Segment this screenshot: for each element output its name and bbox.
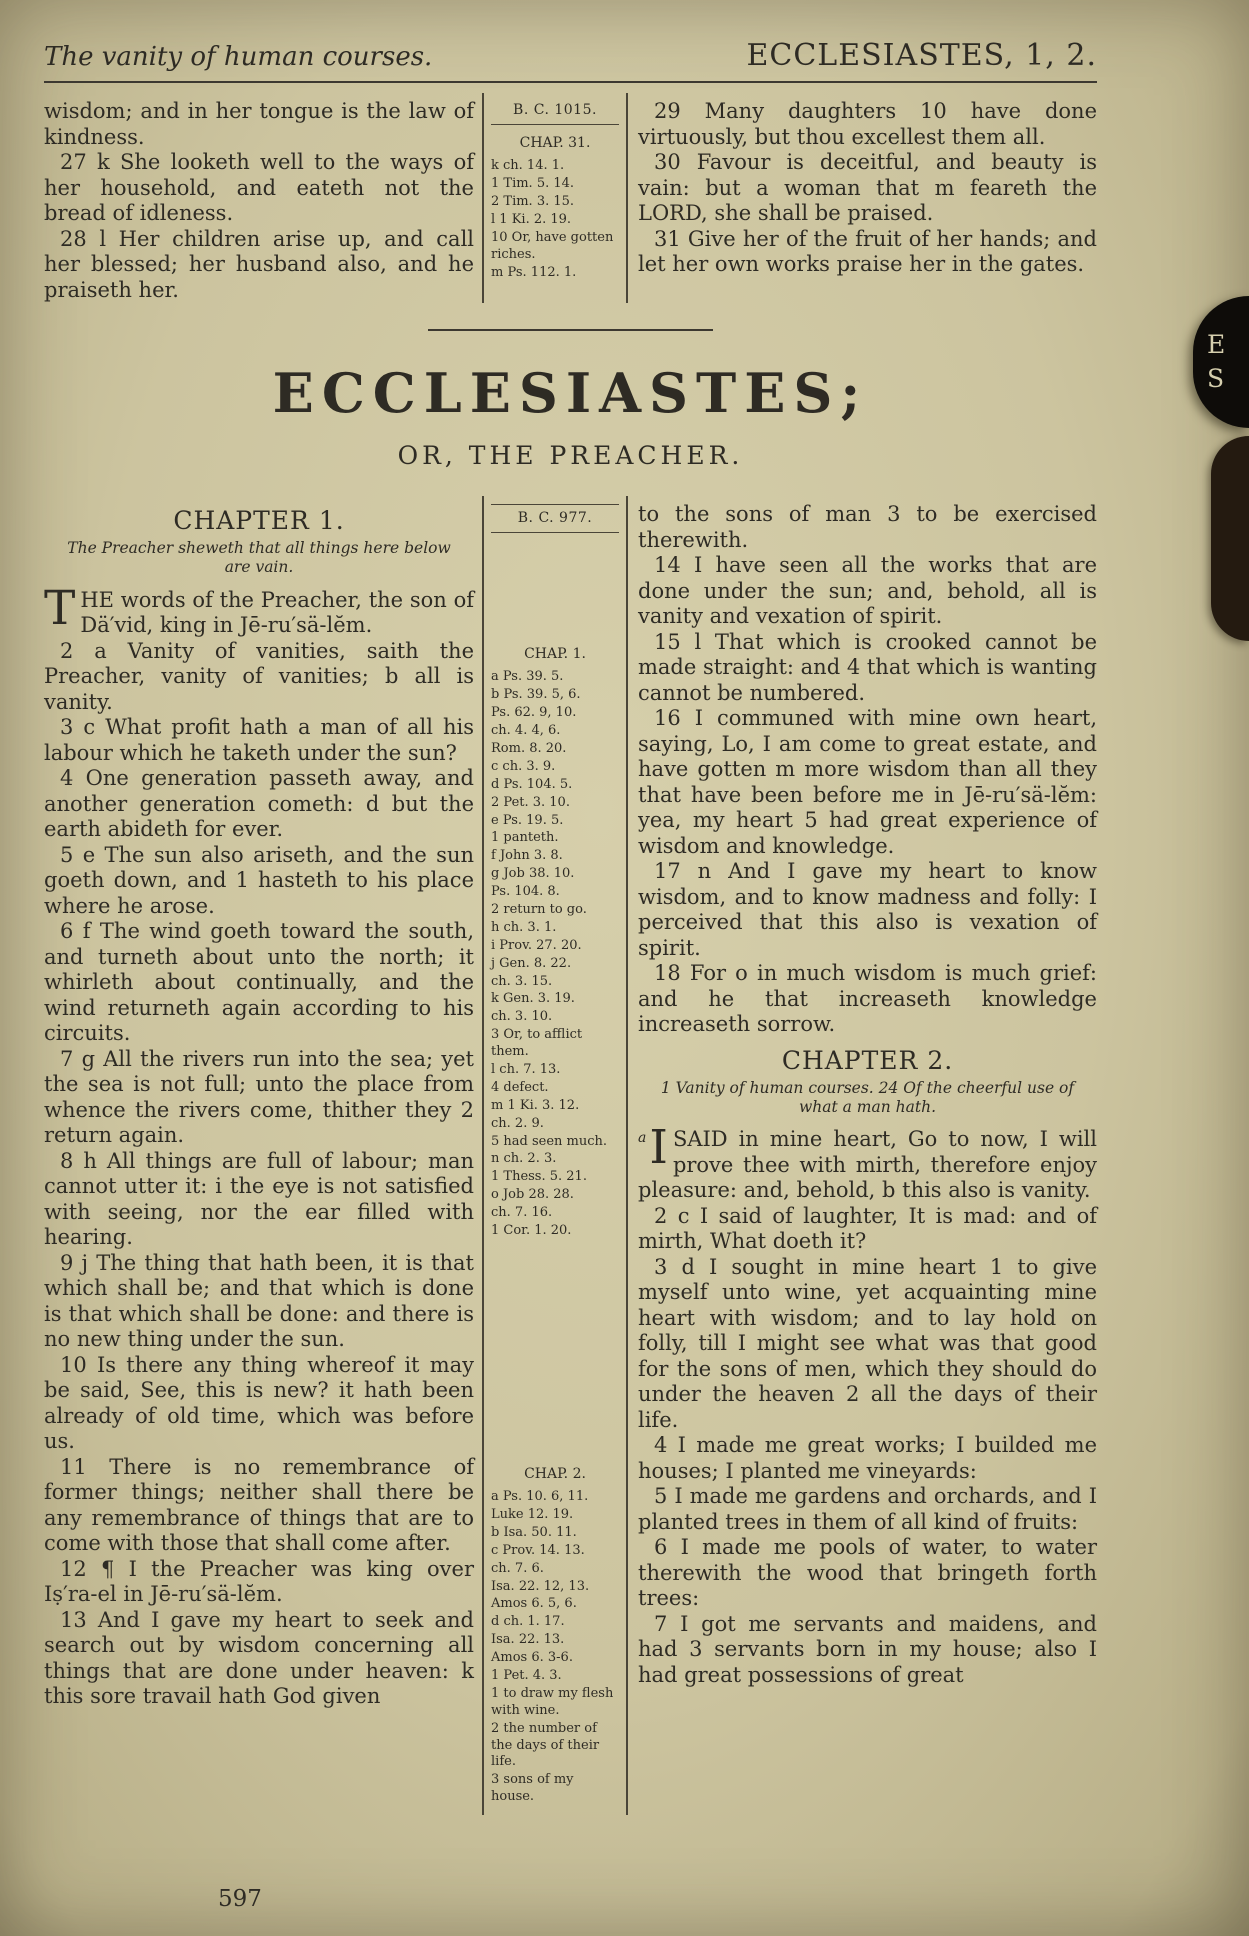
reference-entry: 10 Or, have gotten riches. — [491, 229, 614, 262]
verse: 5 e The sun also ariseth, and the sun goeth down, and 1 hasteth to his place where he arose. — [44, 842, 474, 918]
reference-entry: b Ps. 39. 5, 6. — [491, 687, 581, 703]
verse-list — [44, 150, 474, 303]
verse: 18 For o in much wisdom is much grief: and he that increaseth knowledge increaseth sorrow. — [638, 961, 1097, 1036]
chapter-2-ref-label: CHAP. 2. — [524, 1465, 586, 1482]
reference-entry: 2 Tim. 3. 15. — [491, 194, 575, 210]
chapter-1-ref-label: CHAP. 1. — [524, 646, 586, 663]
reference-entry: ch. 3. 15. — [491, 973, 553, 989]
verse-list — [638, 553, 1097, 1038]
verse: 29 Many daughters 10 have done virtuously, but thou excellest them all. — [638, 99, 1097, 149]
dropcap-initial: T — [44, 580, 76, 636]
chapter-2-heading: CHAPTER 2. — [781, 1045, 954, 1075]
reference-entry: 4 defect. — [491, 1079, 549, 1095]
verse: 12 ¶ I the Preacher was king over Iṣ′ra-el in Jē-ru′sä-lĕm. — [44, 1556, 474, 1607]
reference-entry: 1 Thess. 5. 21. — [491, 1169, 587, 1185]
verse: 9 j The thing that hath been, it is that which shall be; and that which is done is that which shall be done: and there is no new thing under the sun. — [44, 1250, 474, 1352]
reference-entry: ch. 2. 9. — [491, 1115, 544, 1131]
page-number: 597 — [218, 1886, 262, 1912]
reference-entry: 1 Pet. 4. 3. — [491, 1667, 562, 1683]
chapter-label: CHAP. 31. — [519, 135, 591, 152]
reference-entry: m Ps. 112. 1. — [491, 264, 577, 280]
reference-entry: b Isa. 50. 11. — [491, 1524, 577, 1540]
reference-entry: ch. 7. 16. — [491, 1205, 553, 1221]
reference-entry: ch. 4. 4, 6. — [491, 723, 561, 739]
verse: 3 c What profit hath a man of all his labour which he taketh under the sun? — [44, 715, 474, 765]
verse — [44, 580, 474, 639]
reference-entry: Rom. 8. 20. — [491, 740, 567, 756]
reference-entry: c Prov. 14. 13. — [491, 1542, 585, 1558]
reference-entry: d ch. 1. 17. — [491, 1614, 565, 1630]
running-head-left: The vanity of human courses. — [44, 42, 433, 72]
section-divider — [428, 329, 713, 331]
reference-entry: 3 Or, to afflict them. — [491, 1027, 583, 1060]
running-head — [44, 38, 1097, 73]
chapter-2-summary: 1 Vanity of human courses. 24 Of the cheerful use of what a man hath. — [660, 1078, 1075, 1116]
book-title: ECCLESIASTES; — [272, 361, 869, 425]
verse-list — [638, 1204, 1097, 1689]
reference-entry: i Prov. 27. 20. — [491, 937, 582, 953]
main-left-column — [44, 496, 482, 1815]
verse-continuation: to the sons of man 3 to be exercised therewith. — [638, 502, 1097, 552]
verse-list — [44, 639, 474, 1710]
head-rule — [44, 81, 1097, 83]
reference-entry: o Job 28. 28. — [491, 1187, 574, 1203]
verse: 11 There is no remembrance of former things; neither shall there be any remembrance of things that are to come with those that shall come after. — [44, 1454, 474, 1556]
reference-entry: Amos 6. 5, 6. — [491, 1596, 577, 1612]
reference-entry: h ch. 3. 1. — [491, 919, 557, 935]
verse-list — [638, 99, 1097, 278]
reference-entry: m 1 Ki. 3. 12. — [491, 1097, 580, 1113]
verse: 15 l That which is crooked cannot be made straight: and 4 that which is wanting cannot be numbered. — [638, 629, 1097, 705]
thumb-index-tab — [1193, 296, 1249, 428]
main-right-column — [628, 496, 1097, 1815]
reference-entry: k Gen. 3. 19. — [491, 991, 575, 1007]
verse: 28 l Her children arise up, and call her blessed; her husband also, and he praiseth her. — [44, 226, 474, 302]
reference-entry: 2 return to go. — [491, 901, 587, 917]
verse: 8 h All things are full of labour; man cannot utter it: i the eye is not satisfied with seeing, nor the ear filled with hearing. — [44, 1148, 474, 1250]
verse: 4 I made me great works; I builded me houses; I planted me vineyards: — [638, 1433, 1097, 1483]
chapter-1-heading: CHAPTER 1. — [173, 506, 345, 535]
chapter-1-summary: The Preacher sheweth that all things here below are vain. — [67, 539, 451, 577]
bc-date: B. C. 1015. — [491, 101, 619, 125]
verse: 7 I got me servants and maidens, and had 3 servants born in my house; also I had great possessions of great — [638, 1611, 1097, 1687]
reference-list — [491, 158, 619, 281]
verse: 17 n And I gave my heart to know wisdom, and to know madness and folly: I perceived that this also is vexation of spirit. — [638, 859, 1097, 960]
verse: 10 Is there any thing whereof it may be said, See, this is new? it hath been already of old time, which was before us. — [44, 1352, 474, 1454]
reference-entry: 1 panteth. — [491, 830, 559, 846]
thumb-tab-letter: S — [1207, 364, 1225, 393]
verse: 27 k She looketh well to the ways of her household, and eateth not the bread of idleness. — [44, 150, 474, 225]
top-left-column — [44, 93, 482, 303]
reference-entry: f John 3. 8. — [491, 848, 563, 864]
verse: 6 f The wind goeth toward the south, and turneth about unto the north; it whirleth about continually, and the wind returneth again according to his circuits. — [44, 919, 474, 1046]
verse-text: HE words of the Preacher, the son of Dä′vid, king in Jē-ru′sä-lĕm. — [80, 587, 474, 638]
book-subtitle: OR, THE PREACHER. — [397, 441, 744, 470]
reference-entry: Ps. 104. 8. — [491, 884, 560, 900]
reference-entry: 5 had seen much. — [491, 1133, 608, 1149]
reference-entry: j Gen. 8. 22. — [491, 955, 572, 971]
verse: 5 I made me gardens and orchards, and I planted trees in them of all kind of fruits: — [638, 1484, 1097, 1534]
verse-continuation: wisdom; and in her tongue is the law of kindness. — [44, 99, 474, 149]
verse: 7 g All the rivers run into the sea; yet the sea is not full; unto the place from whence the rivers come, thither they 2 return again. — [44, 1046, 474, 1148]
reference-entry: k ch. 14. 1. — [491, 158, 565, 174]
reference-entry: 2 the number of the days of their life. — [491, 1720, 600, 1770]
reference-entry: e Ps. 19. 5. — [491, 812, 564, 828]
reference-entry: d Ps. 104. 5. — [491, 776, 573, 792]
reference-entry: 1 Cor. 1. 20. — [491, 1222, 572, 1238]
verse: 3 d I sought in mine heart 1 to give myself unto wine, yet acquainting mine heart with wisdom; and to lay hold on folly, till I might see what was that good for the sons of men, which they should do under the heaven 2 all the days of their life. — [638, 1254, 1097, 1432]
verse: 16 I communed with mine own heart, saying, Lo, I am come to great estate, and have gotten m more wisdom than all they that have been before me in Jē-ru′sä-lĕm: yea, my heart 5 had great experience of wisdom and knowledge. — [638, 706, 1097, 858]
reference-entry: l 1 Ki. 2. 19. — [491, 212, 572, 228]
reference-entry: Isa. 22. 12, 13. — [491, 1578, 590, 1594]
reference-entry: 2 Pet. 3. 10. — [491, 794, 570, 810]
reference-entry: l ch. 7. 13. — [491, 1061, 561, 1077]
chapter-2-block — [638, 1046, 1097, 1689]
main-section — [44, 496, 1097, 1815]
reference-entry: Luke 12. 19. — [491, 1506, 574, 1522]
verse: 30 Favour is deceitful, and beauty is vain: but a woman that m feareth the LORD, she shall be praised. — [638, 150, 1097, 225]
verse: 31 Give her of the fruit of her hands; and let her own works praise her in the gates. — [638, 226, 1097, 276]
reference-entry: ch. 3. 10. — [491, 1009, 553, 1025]
top-section — [44, 93, 1097, 303]
thumb-tab-letter: E — [1207, 330, 1226, 360]
reference-list-chapter-2 — [491, 1489, 619, 1806]
cross-reference-letter: a — [638, 1130, 647, 1147]
running-head-right: ECCLESIASTES, 1, 2. — [746, 38, 1097, 73]
verse: 4 One generation passeth away, and another generation cometh: d but the earth abideth for ever. — [44, 766, 474, 842]
verse: 14 I have seen all the works that are done under the sun; and, behold, all is vanity and vexation of spirit. — [638, 553, 1097, 628]
verse-text: SAID in mine heart, Go to now, I will prove thee with mirth, therefore enjoy pleasure: and, behold, b this also is vanity. — [638, 1127, 1097, 1203]
verse: 2 a Vanity of vanities, saith the Preacher, vanity of vanities; b all is vanity. — [44, 638, 474, 714]
reference-entry: 1 Tim. 5. 14. — [491, 176, 575, 192]
reference-entry: Ps. 62. 9, 10. — [491, 705, 577, 721]
reference-entry: 1 to draw my flesh with wine. — [491, 1685, 614, 1718]
bc-date: B. C. 977. — [491, 504, 619, 533]
dropcap-initial: I — [649, 1120, 668, 1176]
main-reference-column — [482, 496, 628, 1815]
thumb-index-tab-lower — [1211, 436, 1249, 641]
top-reference-column — [482, 93, 628, 303]
reference-entry: g Job 38. 10. — [491, 866, 575, 882]
verse — [638, 1120, 1097, 1204]
reference-entry: a Ps. 39. 5. — [491, 669, 564, 685]
reference-entry: 3 sons of my house. — [491, 1772, 574, 1805]
verse: 13 And I gave my heart to seek and search out by wisdom concerning all things that are done under heaven: k this sore travail hath God given — [44, 1607, 474, 1709]
reference-entry: ch. 7. 6. — [491, 1560, 544, 1576]
verse: 6 I made me pools of water, to water therewith the wood that bringeth forth trees: — [638, 1535, 1097, 1611]
reference-list-chapter-1 — [491, 669, 619, 1240]
reference-entry: n ch. 2. 3. — [491, 1151, 557, 1167]
reference-entry: c ch. 3. 9. — [491, 758, 556, 774]
top-right-column — [628, 93, 1097, 303]
reference-entry: a Ps. 10. 6, 11. — [491, 1489, 589, 1505]
reference-entry: Isa. 22. 13. — [491, 1632, 565, 1648]
verse: 2 c I said of laughter, It is mad: and of mirth, What doeth it? — [638, 1203, 1097, 1254]
reference-entry: Amos 6. 3-6. — [491, 1650, 573, 1666]
